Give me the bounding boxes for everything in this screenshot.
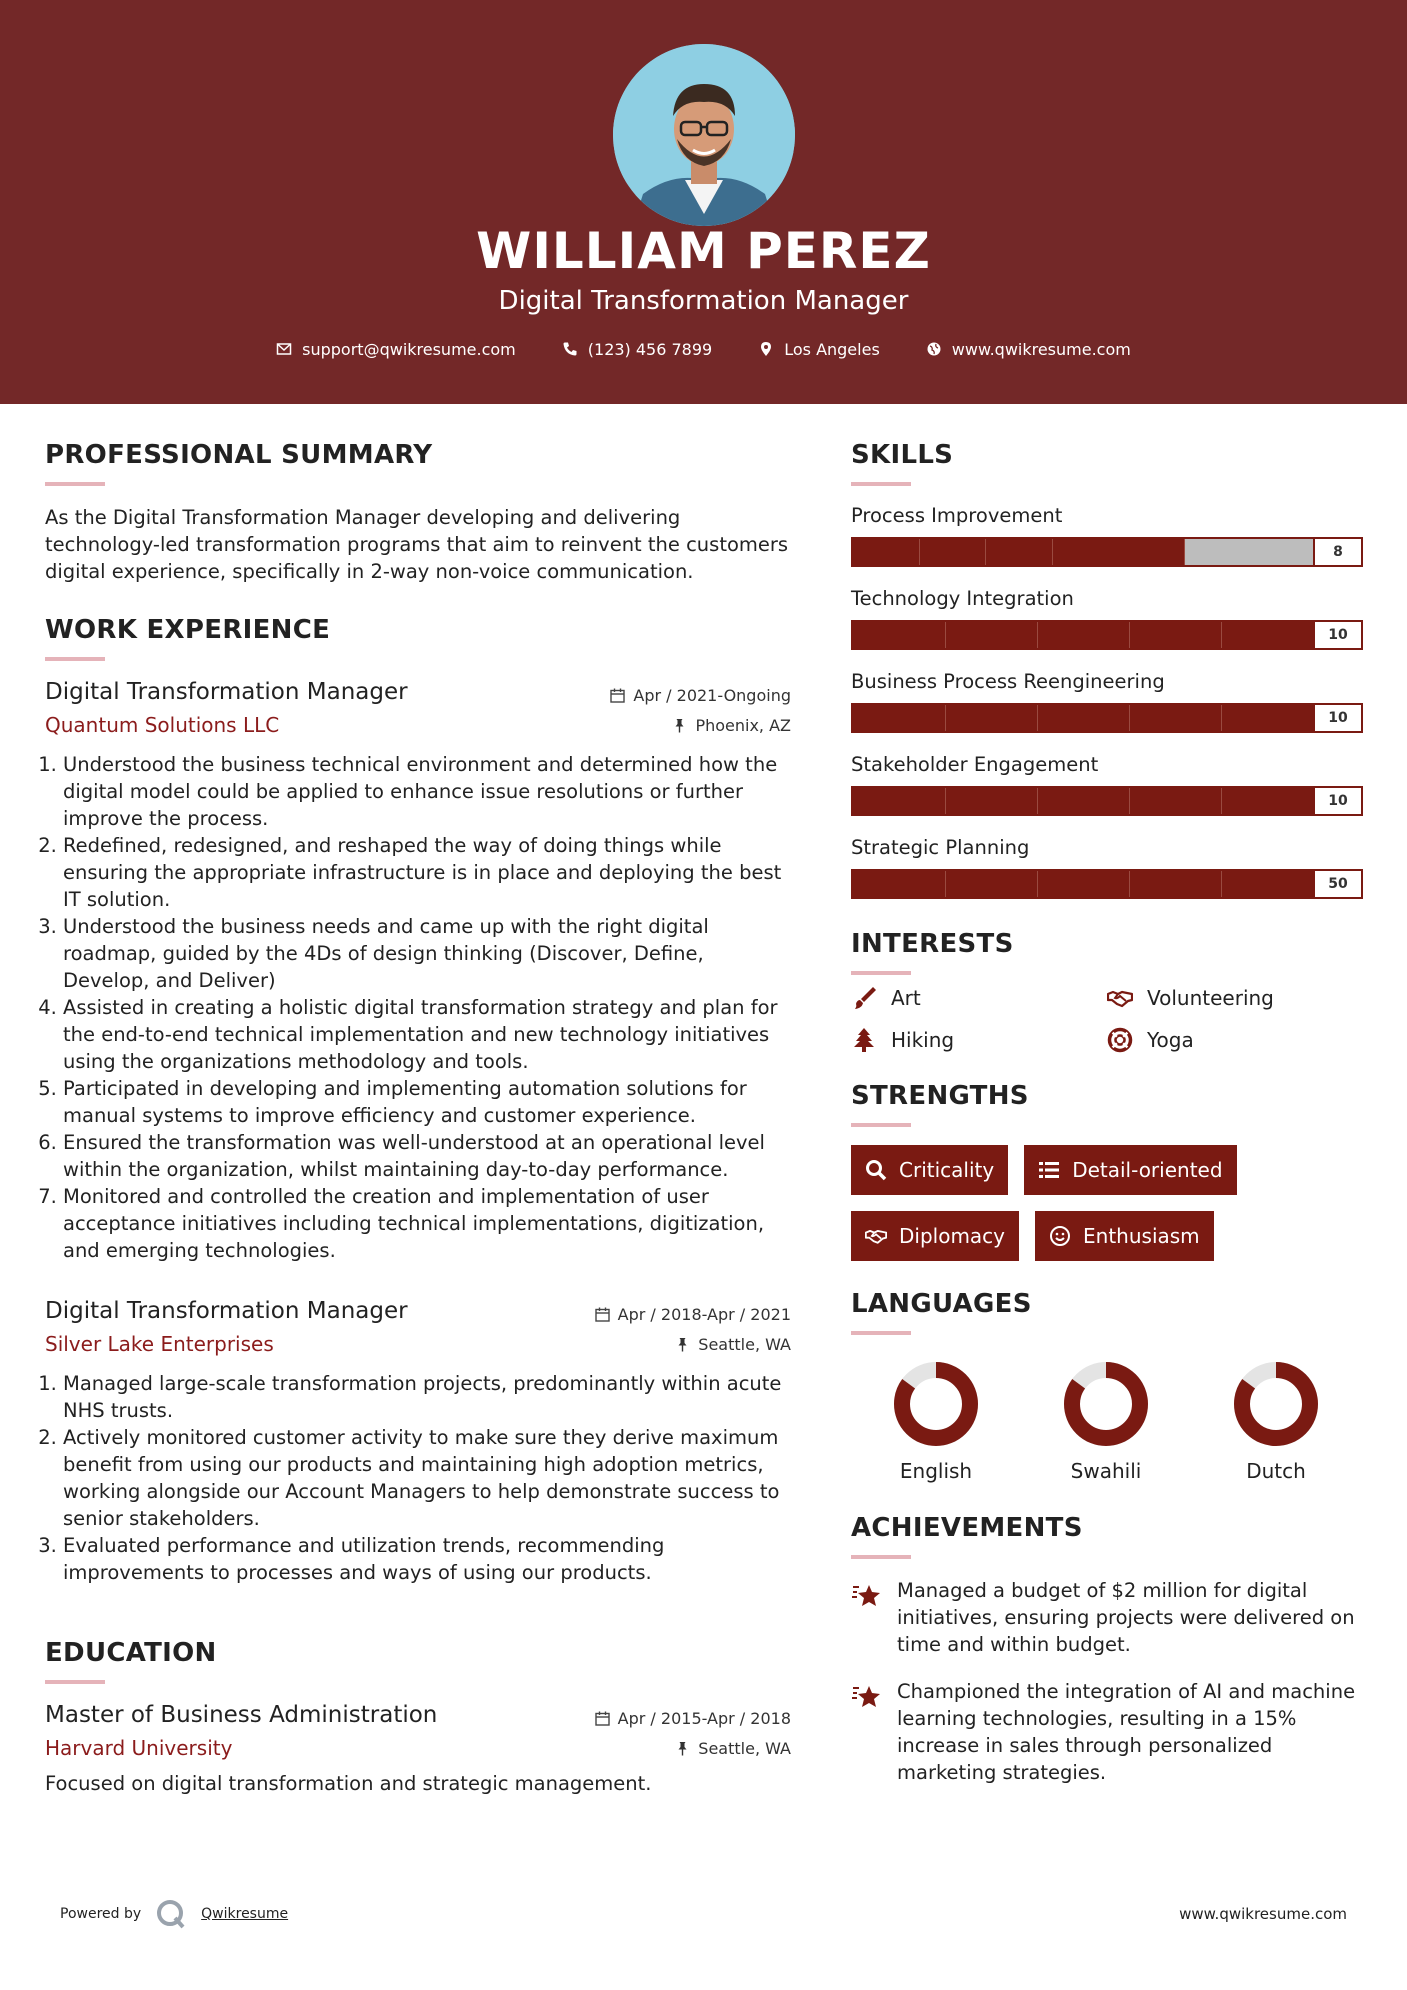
contact-website[interactable]	[926, 340, 1131, 359]
skill-value: 10	[1313, 622, 1361, 648]
contact-email[interactable]	[276, 340, 516, 359]
degree-title: Master of Business Administration	[45, 1702, 438, 1728]
interest-label: Volunteering	[1147, 986, 1274, 1010]
language-donut	[891, 1359, 981, 1449]
skill-bar-divider	[1037, 788, 1038, 814]
heading-underline	[45, 657, 105, 661]
interest-label: Art	[891, 986, 921, 1010]
profile-photo	[613, 44, 795, 226]
heading-underline	[851, 1331, 911, 1335]
search-icon	[865, 1159, 887, 1181]
strength-label: Enthusiasm	[1083, 1224, 1200, 1248]
phone-text: (123) 456 7899	[587, 339, 713, 359]
job-location-text: Seattle, WA	[698, 1334, 791, 1354]
job-bullets	[45, 1370, 791, 1586]
language-name: Dutch	[1246, 1459, 1306, 1483]
skill-value: 10	[1313, 788, 1361, 814]
strengths-section	[851, 1081, 1363, 1261]
skill-bar-divider	[1037, 705, 1038, 731]
job-dates-text: Apr / 2021-Ongoing	[633, 686, 791, 705]
language-donut	[1061, 1359, 1151, 1449]
heading-underline	[45, 1680, 105, 1684]
qwikresume-link[interactable]: Qwikresume	[201, 1906, 289, 1922]
pushpin-icon	[672, 718, 687, 733]
strength-label: Diplomacy	[899, 1224, 1006, 1248]
skill-name: Business Process Reengineering	[851, 670, 1165, 693]
skill-bar-divider	[1129, 705, 1130, 731]
contact-phone[interactable]	[562, 340, 712, 359]
bullet-item: 5. Participated in developing and implementing automation solutions for manual systems to improve efficiency and customer experience.	[63, 1075, 791, 1129]
interest-item	[1107, 1027, 1363, 1053]
map-marker-icon	[758, 341, 774, 357]
skill-bar	[851, 703, 1363, 733]
tree-icon	[851, 1027, 877, 1053]
interests-section	[851, 929, 1363, 1053]
skill-bar-fill	[853, 788, 1313, 814]
bullet-item: 7. Monitored and controlled the creation and implementation of user acceptance initiatives including technical implementations, digitization, and emerging technologies.	[63, 1183, 791, 1264]
skill-bar	[851, 537, 1363, 567]
skill-bar-divider	[1221, 622, 1222, 648]
skill-bar-divider	[945, 871, 946, 897]
smile-icon	[1049, 1225, 1071, 1247]
job-location	[675, 1335, 791, 1354]
heading-underline	[851, 1555, 911, 1559]
phone-icon	[562, 341, 578, 357]
skill-bar-divider	[1037, 622, 1038, 648]
school-name: Harvard University	[45, 1736, 233, 1760]
qwikresume-logo-icon	[155, 1898, 187, 1930]
skill-bar-divider	[1221, 788, 1222, 814]
education-location	[675, 1739, 791, 1758]
job-title: Digital Transformation Manager	[45, 1298, 408, 1324]
footer-website[interactable]: www.qwikresume.com	[1179, 1905, 1347, 1923]
section-heading: WORK EXPERIENCE	[45, 615, 331, 645]
section-heading: STRENGTHS	[851, 1081, 1029, 1111]
bullet-item: 4. Assisted in creating a holistic digital transformation strategy and plan for the end-to-end technical implementation and new technology initiatives using the organizations methodology and tools.	[63, 994, 791, 1075]
job-dates	[595, 1305, 791, 1324]
skill-bar-divider	[945, 622, 946, 648]
skill-item	[851, 670, 1363, 733]
strength-label: Criticality	[899, 1158, 995, 1182]
skill-value: 50	[1313, 871, 1361, 897]
job-bullets	[45, 751, 791, 1264]
languages-section	[851, 1289, 1363, 1483]
skill-value: 10	[1313, 705, 1361, 731]
candidate-name: WILLIAM PEREZ	[476, 222, 931, 280]
language-item	[1191, 1359, 1361, 1483]
job-title: Digital Transformation Manager	[45, 679, 408, 705]
skill-bar-divider	[1129, 871, 1130, 897]
strength-tag	[851, 1145, 1008, 1195]
education-description: Focused on digital transformation and strategic management.	[45, 1772, 652, 1795]
interest-item	[1107, 985, 1363, 1011]
skill-item	[851, 504, 1363, 567]
skill-item	[851, 836, 1363, 899]
skill-bar	[851, 869, 1363, 899]
calendar-icon	[610, 688, 625, 703]
skill-bar	[851, 786, 1363, 816]
strength-tag	[1024, 1145, 1236, 1195]
heading-underline	[851, 482, 911, 486]
skill-bar-divider	[1221, 705, 1222, 731]
handshake-icon	[865, 1225, 887, 1247]
skill-bar-fill	[853, 622, 1313, 648]
skill-item	[851, 753, 1363, 816]
left-column	[45, 440, 791, 1795]
skill-name: Strategic Planning	[851, 836, 1030, 859]
lifebuoy-icon	[1107, 1027, 1133, 1053]
skill-bar-divider	[1129, 788, 1130, 814]
bullet-item: 2. Redefined, redesigned, and reshaped the way of doing things while ensuring the appropriate infrastructure is in place and deploying the best IT solution.	[63, 832, 791, 913]
bullet-item: 2. Actively monitored customer activity to make sure they derive maximum benefit from using our products and maintaining high adoption metrics, working alongside our Account Managers to help demonstrate success to senior stakeholders.	[63, 1424, 791, 1532]
section-heading: SKILLS	[851, 440, 954, 470]
section-heading: EDUCATION	[45, 1638, 217, 1668]
resume-header	[0, 0, 1407, 404]
bullet-item: 1. Understood the business technical environment and determined how the digital model could be applied to enhance issue resolutions or further improve the process.	[63, 751, 791, 832]
skill-bar-divider	[1037, 871, 1038, 897]
education-section	[45, 1638, 791, 1795]
skill-name: Process Improvement	[851, 504, 1063, 527]
pushpin-icon	[675, 1337, 690, 1352]
job-dates-text: Apr / 2018-Apr / 2021	[617, 1305, 791, 1324]
language-item	[851, 1359, 1021, 1483]
footer-powered-by	[60, 1898, 288, 1930]
skill-bar-divider	[945, 788, 946, 814]
skill-item	[851, 587, 1363, 650]
achievement-text: Championed the integration of AI and machine learning technologies, resulting in a 15% increase in sales through personalized marketing strategies.	[897, 1680, 1356, 1784]
skill-bar-divider	[945, 705, 946, 731]
skill-bar-fill	[853, 539, 1184, 565]
summary-text: As the Digital Transformation Manager developing and delivering technology-led transformation programs that aim to reinvent the customers digital experience, specifically in 2-way non-voice communication.	[45, 506, 789, 583]
skill-name: Technology Integration	[851, 587, 1074, 610]
skill-bar-divider	[1129, 622, 1130, 648]
skill-bar-divider	[985, 539, 986, 565]
skill-bar-fill	[853, 705, 1313, 731]
skill-bar-divider	[1184, 539, 1185, 565]
handshake-icon	[1107, 985, 1133, 1011]
bullet-item: 3. Evaluated performance and utilization trends, recommending improvements to processes and ways of using our products.	[63, 1532, 791, 1586]
company-name: Quantum Solutions LLC	[45, 713, 280, 737]
job-location-text: Phoenix, AZ	[695, 715, 791, 735]
interest-item	[851, 1027, 1107, 1053]
pushpin-icon	[675, 1741, 690, 1756]
skill-bar-divider	[919, 539, 920, 565]
section-heading: LANGUAGES	[851, 1289, 1032, 1319]
bullet-item: 1. Managed large-scale transformation projects, predominantly within acute NHS trusts.	[63, 1370, 791, 1424]
job-dates	[610, 686, 791, 705]
skill-bar-divider	[1221, 871, 1222, 897]
skills-list	[851, 504, 1363, 899]
achievement-text: Managed a budget of $2 million for digital initiatives, ensuring projects were delivered on time and within budget.	[897, 1579, 1355, 1656]
education-dates	[595, 1709, 791, 1728]
calendar-icon	[595, 1307, 610, 1322]
skill-bar	[851, 620, 1363, 650]
skills-section	[851, 440, 1363, 899]
skill-value: 8	[1313, 539, 1361, 565]
globe-icon	[926, 341, 942, 357]
language-name: Swahili	[1070, 1459, 1142, 1483]
education-location-text: Seattle, WA	[698, 1738, 791, 1758]
bullet-item: 3. Understood the business needs and came up with the right digital roadmap, guided by the 4Ds of design thinking (Discover, Define, Develop, and Deliver)	[63, 913, 791, 994]
contact-bar	[0, 337, 1407, 361]
calendar-icon	[595, 1711, 610, 1726]
job-entry	[45, 1298, 791, 1586]
bullet-item: 6. Ensured the transformation was well-understood at an operational level within the organization, whilst maintaining day-to-day performance.	[63, 1129, 791, 1183]
language-name: English	[899, 1459, 973, 1483]
candidate-title: Digital Transformation Manager	[498, 286, 909, 316]
skill-bar-fill	[853, 871, 1313, 897]
interest-label: Hiking	[891, 1028, 955, 1052]
heading-underline	[851, 971, 911, 975]
website-text: www.qwikresume.com	[951, 339, 1131, 359]
section-heading: PROFESSIONAL SUMMARY	[45, 440, 433, 470]
location-text: Los Angeles	[784, 339, 880, 359]
email-text: support@qwikresume.com	[302, 339, 516, 359]
list-icon	[1038, 1159, 1060, 1181]
language-item	[1021, 1359, 1191, 1483]
summary-section	[45, 440, 791, 585]
experience-section	[45, 615, 791, 1586]
job-location	[672, 716, 791, 735]
education-dates-text: Apr / 2015-Apr / 2018	[617, 1709, 791, 1728]
heading-underline	[45, 482, 105, 486]
job-entry	[45, 679, 791, 1264]
strength-tag	[851, 1211, 1019, 1261]
achievement-item	[851, 1577, 1363, 1658]
skill-bar-divider	[1052, 539, 1053, 565]
interest-label: Yoga	[1147, 1028, 1194, 1052]
star-award-icon	[851, 1579, 883, 1611]
paintbrush-icon	[851, 985, 877, 1011]
powered-by-label: Powered by	[60, 1906, 142, 1922]
section-heading: ACHIEVEMENTS	[851, 1513, 1083, 1543]
language-donut	[1231, 1359, 1321, 1449]
interest-item	[851, 985, 1107, 1011]
achievement-item	[851, 1678, 1363, 1786]
contact-location	[758, 340, 880, 359]
skill-name: Stakeholder Engagement	[851, 753, 1099, 776]
star-award-icon	[851, 1680, 883, 1712]
section-heading: INTERESTS	[851, 929, 1014, 959]
right-column	[851, 440, 1363, 1806]
strength-label: Detail-oriented	[1072, 1158, 1223, 1182]
heading-underline	[851, 1123, 911, 1127]
envelope-icon	[276, 341, 292, 357]
company-name: Silver Lake Enterprises	[45, 1332, 274, 1356]
achievements-section	[851, 1513, 1363, 1786]
strength-tag	[1035, 1211, 1214, 1261]
